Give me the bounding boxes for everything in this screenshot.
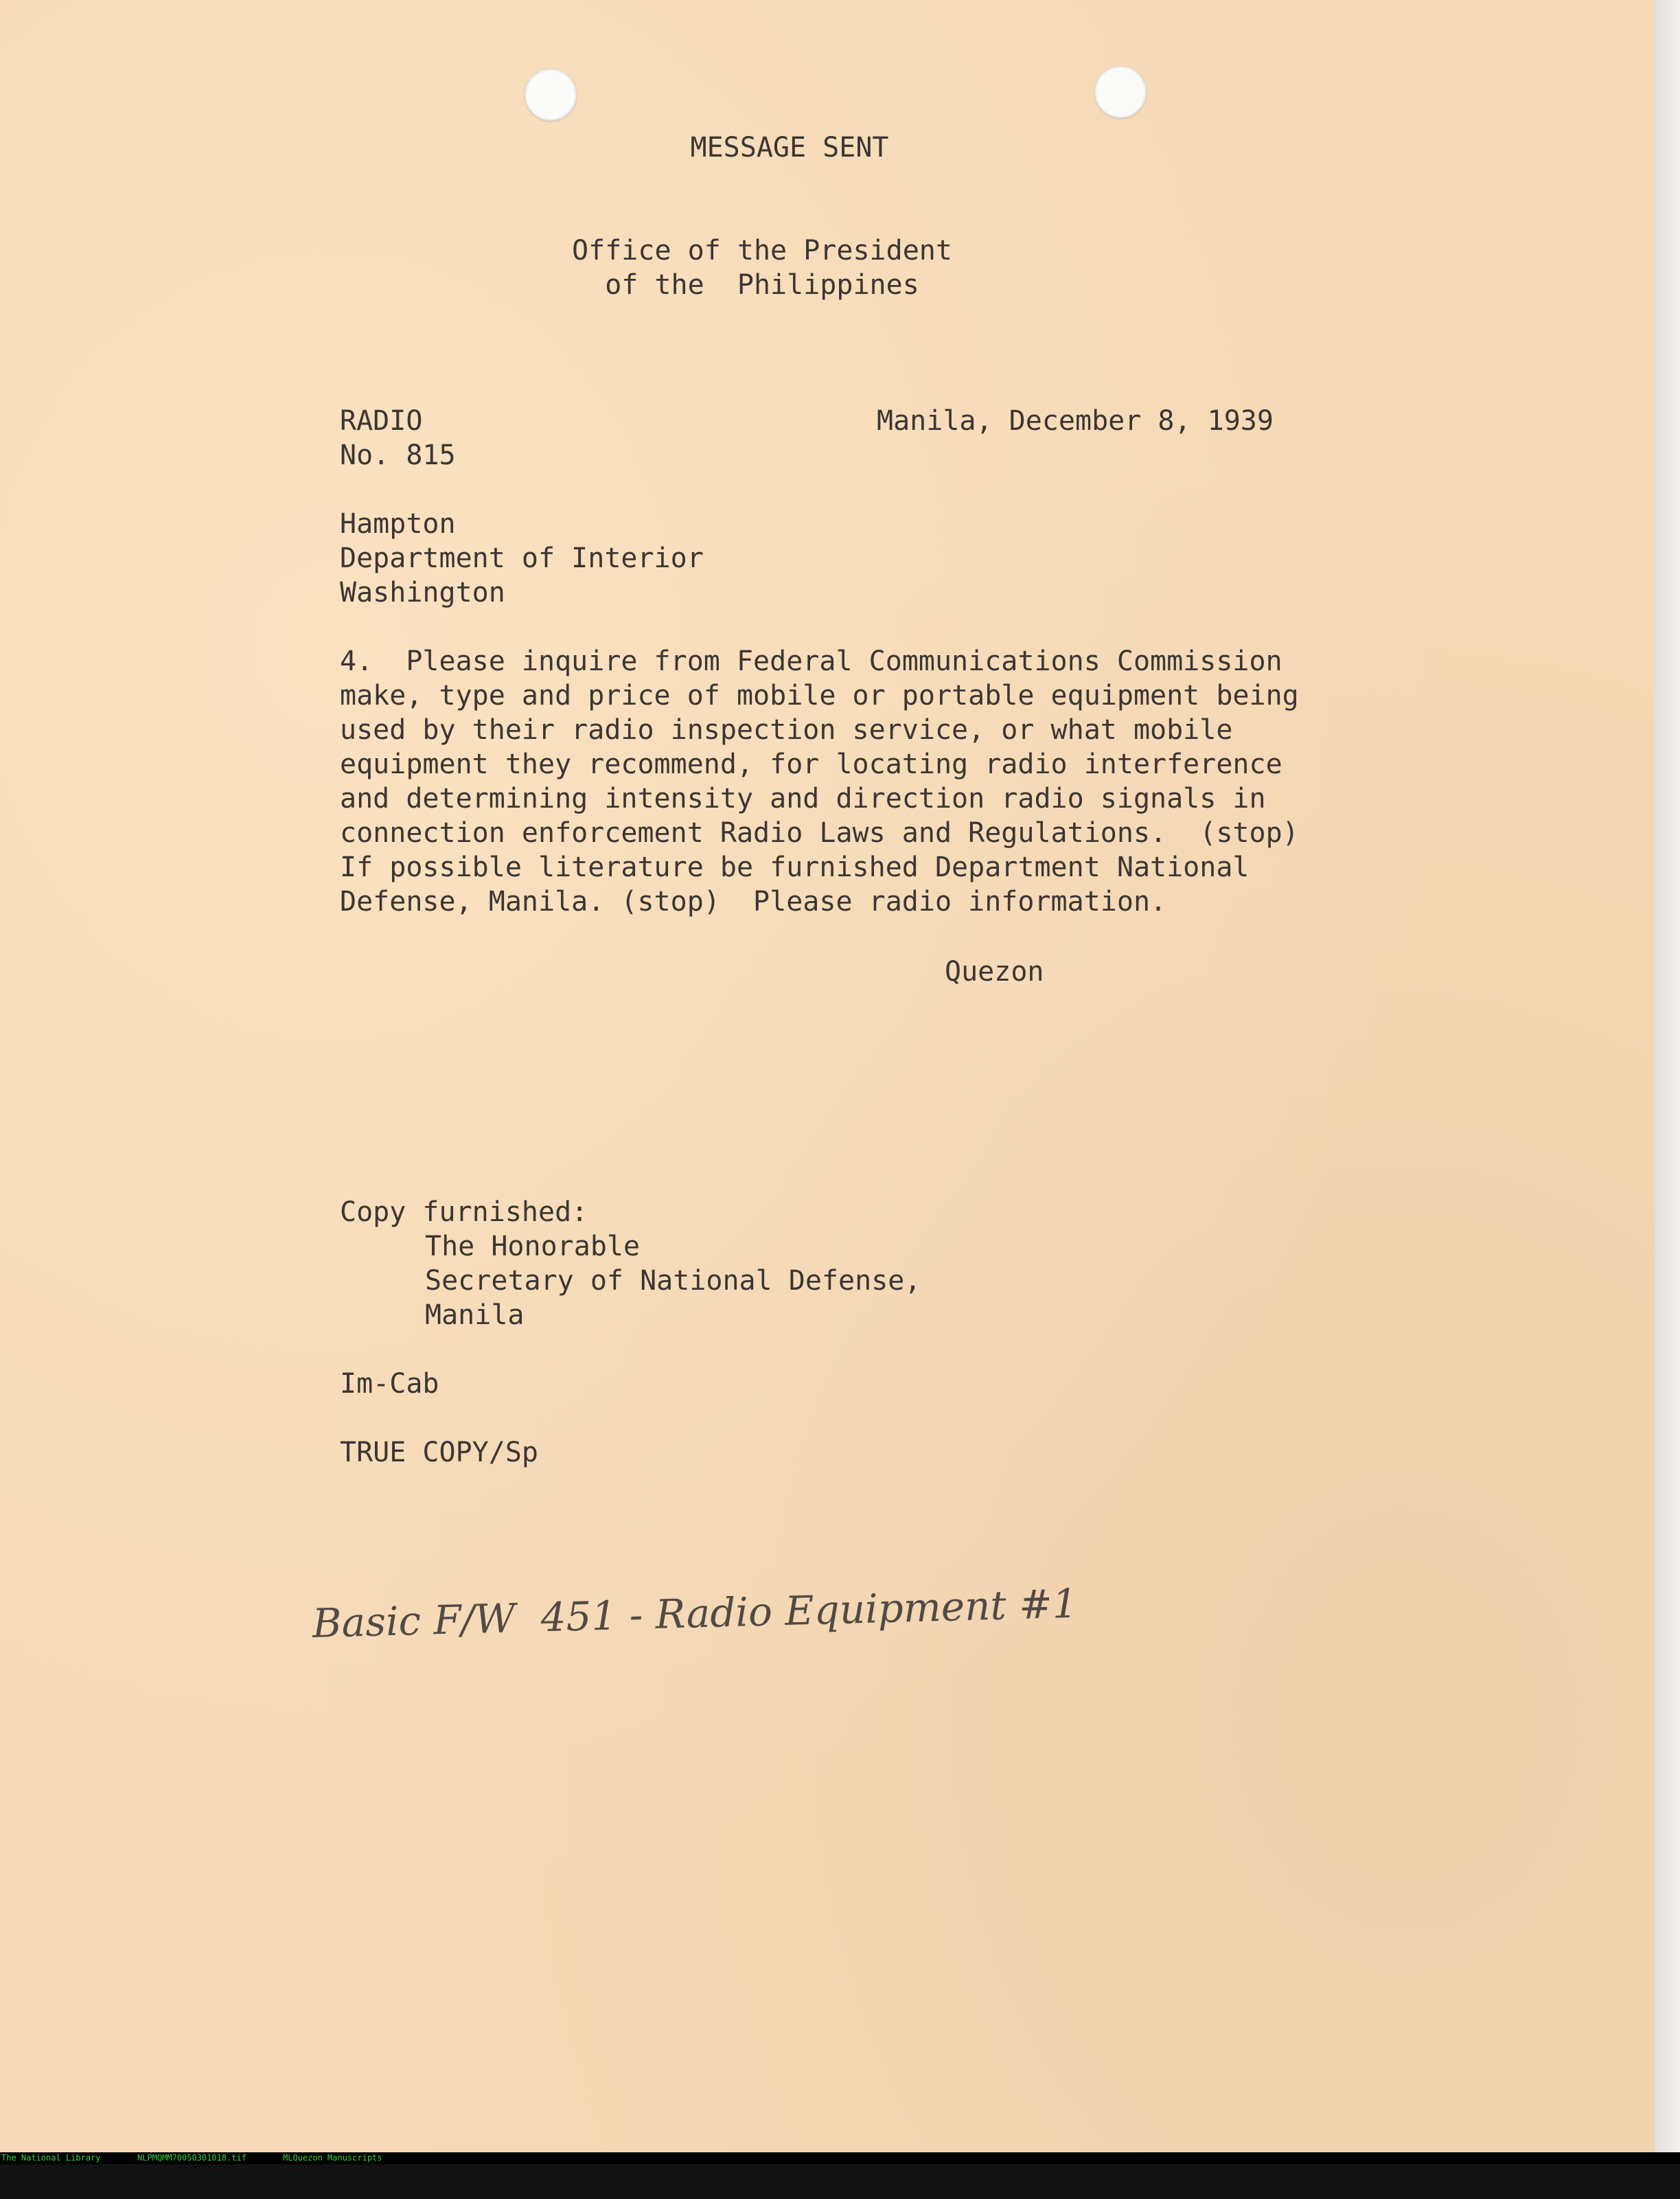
recipient-department: Department of Interior — [340, 543, 704, 574]
body-line: Defense, Manila. (stop) Please radio information. — [340, 886, 1167, 918]
scan-footer — [0, 2152, 1680, 2164]
message-type: RADIO — [340, 405, 423, 437]
body-line: make, type and price of mobile or portable equipment being — [340, 680, 1299, 711]
office-line-1: Office of the President — [572, 235, 952, 266]
body-line: If possible literature be furnished Department National — [340, 852, 1250, 883]
footer-file: NLPMQMM70050301018.tif — [137, 2153, 246, 2163]
copy-furnished-line-1: The Honorable — [425, 1231, 641, 1262]
place-date: Manila, December 8, 1939 — [877, 405, 1274, 437]
footer-library: The National Library — [1, 2153, 101, 2163]
body-line: connection enforcement Radio Laws and Regulations. (stop) — [340, 817, 1299, 849]
document-heading: MESSAGE SENT — [690, 132, 889, 163]
punch-hole-right — [1094, 66, 1147, 118]
footer-collection: MLQuezon Manuscripts — [283, 2153, 382, 2163]
handwritten-note: Basic F/W 451 - Radio Equipment #1 — [312, 1580, 1079, 1647]
recipient-name: Hampton — [340, 508, 456, 540]
true-copy-mark: TRUE COPY/Sp — [340, 1437, 538, 1468]
punch-hole-left — [525, 69, 577, 121]
copy-furnished-line-3: Manila — [425, 1299, 525, 1331]
copy-furnished-line-2: Secretary of National Defense, — [425, 1265, 921, 1297]
message-number: No. 815 — [340, 440, 456, 471]
body-line: used by their radio inspection service, or what mobile — [340, 714, 1233, 746]
body-line: equipment they recommend, for locating radio interference — [340, 749, 1282, 780]
initials: Im-Cab — [340, 1368, 439, 1400]
office-line-2: of the Philippines — [605, 269, 919, 301]
body-line: 4. Please inquire from Federal Communications Commission — [340, 646, 1282, 677]
body-line: and determining intensity and direction radio signals in — [340, 783, 1266, 814]
signature: Quezon — [945, 956, 1044, 988]
copy-furnished-label: Copy furnished: — [340, 1196, 588, 1228]
recipient-city: Washington — [340, 577, 505, 608]
page-edge — [1655, 0, 1680, 2152]
